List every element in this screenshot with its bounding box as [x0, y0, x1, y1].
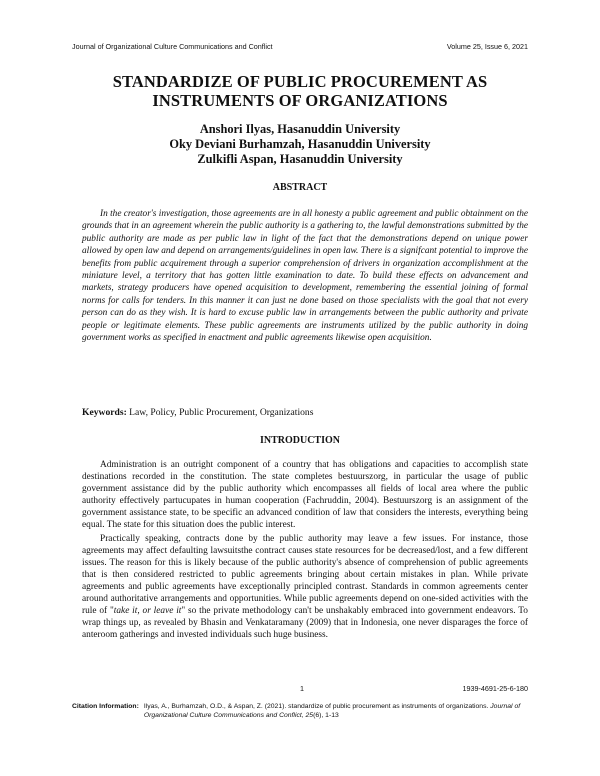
title-line-1: STANDARDIZE OF PUBLIC PROCUREMENT AS: [112, 72, 488, 91]
introduction-heading: INTRODUCTION: [259, 435, 340, 446]
paragraph-text: Practically speaking, contracts done by the public authority may leave a few issues. For instance, those agreements may affect defaulting lawsuitsthe contract causes state resources for be decreased/lost, and a few different issues. The reason for this is likely because of the public authority's absence of comprehension of public agreements that is then considered restricted to public agreements bringing about certain mistakes in plan. While private agreements and public agreements have exceptionally principled contrast. Standards in common agreements center around authoritative arrangements and opportunities. While public agreements depend on one-sided activities with the rule of ": [82, 533, 528, 617]
running-header: [72, 42, 528, 51]
introduction-body: [82, 459, 528, 642]
citation-journal: Journal of Organizational Culture Communications and Conflict, 25: [143, 703, 521, 719]
page-number: 1: [300, 684, 304, 693]
citation-body: [144, 702, 540, 720]
abstract-heading: ABSTRACT: [272, 182, 328, 193]
keywords: [82, 407, 528, 418]
author-list: [60, 122, 540, 167]
paragraph: [82, 533, 528, 642]
journal-name: Journal of Organizational Culture Communications and Conflict: [72, 42, 273, 51]
volume-issue: Volume 25, Issue 6, 2021: [446, 42, 528, 51]
abstract-text: In the creator's investigation, those agreements are in all honesty a public agreement and public obtainment on the grounds that in an agreement wherein the public authority is a gathering to, the lawful demonstrations submitted by the public authority are made as per public law in light of the fact that the demonstrations depend on unique power allowed by open law and depend on arrangements/guidelines in open law. There is a signifcant potential to improve the benefits from public acquirement through a superior comprehension of drivers in organization accomplishment at the miniature level, a territory that has gotten little examination to date. To build these effects on advancement and markets, strategy producers have opened acquisition to development, remembering the essential joining of formal norms for calls for tenders. In this manner it can just ne done based on those specialists with the goal that not every person can do as they wish. It is hard to excuse public law in arrangements between the public authority and private people or legitimate elements. These public agreements are instruments utilized by the public authority in doing government works as specified in enactment and public agreements likewise open acquisition.: [82, 209, 528, 344]
paragraph-text: " so the private methodology can't be unshakably embraced into government endeavors. To wrap things up, as revealed by Bhasin and Venkataramany (2009) that in Indonesia, one never disparages the force of anteroom gatherings and invested individuals such huge business.: [82, 606, 528, 641]
title-line-2: INSTRUMENTS OF ORGANIZATIONS: [152, 91, 448, 110]
citation-label: Citation Information:: [72, 703, 139, 710]
citation-information: [72, 702, 540, 720]
author: Anshori Ilyas, Hasanuddin University: [199, 122, 401, 136]
paper-title: [60, 72, 540, 110]
author: Zulkifli Aspan, Hasanuddin University: [197, 152, 403, 166]
author: Oky Deviani Burhamzah, Hasanuddin University: [169, 137, 431, 151]
quote-text: take it, or leave it: [113, 606, 182, 617]
citation-text: Ilyas, A., Burhamzah, O.D., & Aspan, Z. (2021). standardize of public procurement as instruments of organizations.: [143, 703, 489, 710]
keywords-text: Law, Policy, Public Procurement, Organizations: [129, 407, 314, 418]
keywords-label: Keywords:: [82, 407, 127, 418]
paragraph: Administration is an outright component of a country that has obligations and capacities to accomplish state destinations recorded in the constitution. The state completes bestuurszorg, in particular the usage of public government assistance did by the public authority which encompasses all fields of local area where the public authority effectively partucupates in human cooperation (Fachruddin, 2004). Bestuurszorg is an assignment of the government assistance state, to be specific an advanced condition of law that considers the interests, everything being equal. The state for this situation does the public interest.: [82, 460, 528, 531]
article-id: 1939-4691-25-6-180: [462, 684, 528, 693]
citation-issue: (6), 1-13: [313, 712, 339, 719]
